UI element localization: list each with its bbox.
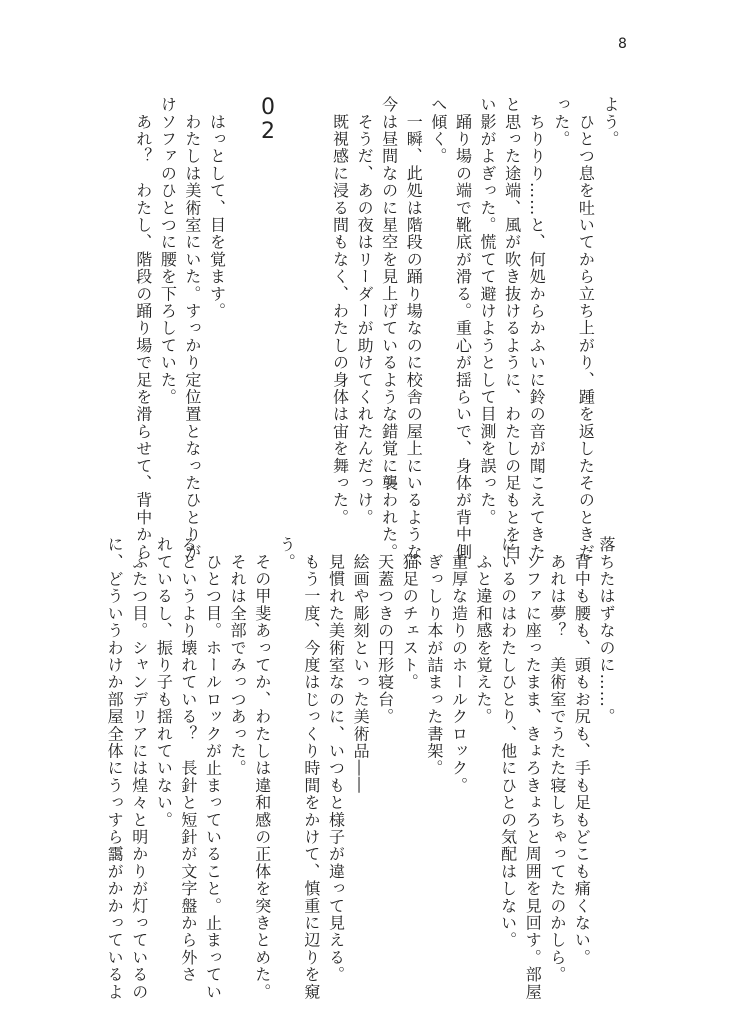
text-line: あれは夢？ 美術室でうたた寝しちゃってたのかしら。: [547, 536, 567, 984]
text-line: 踊り場の端で靴底が滑る。重心が揺らいで、身体が背中側: [453, 96, 473, 561]
text-block-bottom: [102, 536, 618, 1001]
text-line: それは全部でみっつあった。: [228, 536, 248, 777]
text-line: 今は昼間なのに星空を見上げているような錯覚に襲われた。: [379, 96, 399, 561]
text-line: い影がよぎった。慌てて避けようとして目測を誤った。: [478, 96, 498, 526]
text-block-top: [130, 96, 622, 578]
text-line: ひとつ目。ホールロックが止まっていること。止まってい: [203, 536, 223, 1001]
text-line: った。: [551, 96, 571, 148]
text-line: 絵画や彫刻といった美術品――: [351, 536, 371, 794]
chapter-heading: [257, 96, 279, 144]
text-line: 猫足のチェスト。: [400, 536, 420, 691]
text-line: あれ？ わたし、階段の踊り場で足を滑らせて、背中から: [133, 96, 153, 561]
text-line: [253, 96, 278, 516]
text-line: [229, 96, 254, 516]
text-line: けソファのひとつに腰を下ろしていた。: [158, 96, 178, 406]
page-number: 8: [618, 36, 627, 52]
text-line: その甲斐あってか、わたしは違和感の正体を突きとめた。: [252, 536, 272, 1001]
text-line: う。: [277, 536, 297, 571]
text-line: もう一度、今度はじっくり時間をかけて、慎重に辺りを窺: [301, 536, 321, 1001]
text-line: にいるのはわたしひとり、他にひとの気配はしない。: [498, 536, 518, 949]
text-line: 重厚な造りのホールクロック。: [449, 536, 469, 794]
text-line: 一瞬、此処は階段の踊り場なのに校舎の屋上にいるような、: [404, 96, 424, 578]
text-line: れているし、振り子も揺れていない。: [154, 536, 174, 829]
chapter-heading-text: 0 2: [261, 95, 275, 144]
text-line: ソファに座ったまま、きょろきょろと周囲を見回す。部屋: [523, 536, 543, 1001]
text-line: に、どういうわけか部屋全体にうっすら靄がかかっているよ: [105, 536, 125, 1001]
text-line: るというより壊れている？ 長針と短針が文字盤から外さ: [178, 536, 198, 984]
text-line: [278, 96, 303, 516]
text-line: へ傾く。: [428, 96, 448, 165]
text-line: ぎっしり本が詰まった書架。: [424, 536, 444, 777]
text-line: そうだ、あの夜はリーダーが助けてくれたんだっけ。: [355, 96, 375, 526]
text-line: よう。: [601, 96, 620, 148]
text-line: 既視感に浸る間もなく、わたしの身体は宙を舞った。: [330, 96, 350, 526]
text-line: 見慣れた美術室なのに、いつもと様子が違って見える。: [326, 536, 346, 984]
text-line: 落ちたはずなのに……。: [597, 536, 616, 726]
text-line: わたしは美術室にいた。すっかり定位置となったひとりが: [182, 96, 202, 561]
text-line: ひとつ息を吐いてから立ち上がり、踵を返したそのときだ: [576, 96, 596, 561]
text-line: はっとして、目を覚ます。: [207, 96, 227, 320]
text-line: ちりりり……と、何処からかふいに鈴の音が聞こえてきた: [527, 96, 547, 561]
text-line: ふたつ目。シャンデリアには煌々と明かりが灯っているの: [129, 536, 149, 1001]
text-line: 天蓋つきの円形寝台。: [375, 536, 395, 726]
text-line: [302, 96, 327, 516]
text-line: と思った途端、風が吹き抜けるように、わたしの足もとを白: [502, 96, 522, 561]
text-line: ふと違和感を覚えた。: [474, 536, 494, 726]
text-line: 背中も腰も、頭もお尻も、手も足もどこも痛くない。: [572, 536, 592, 966]
